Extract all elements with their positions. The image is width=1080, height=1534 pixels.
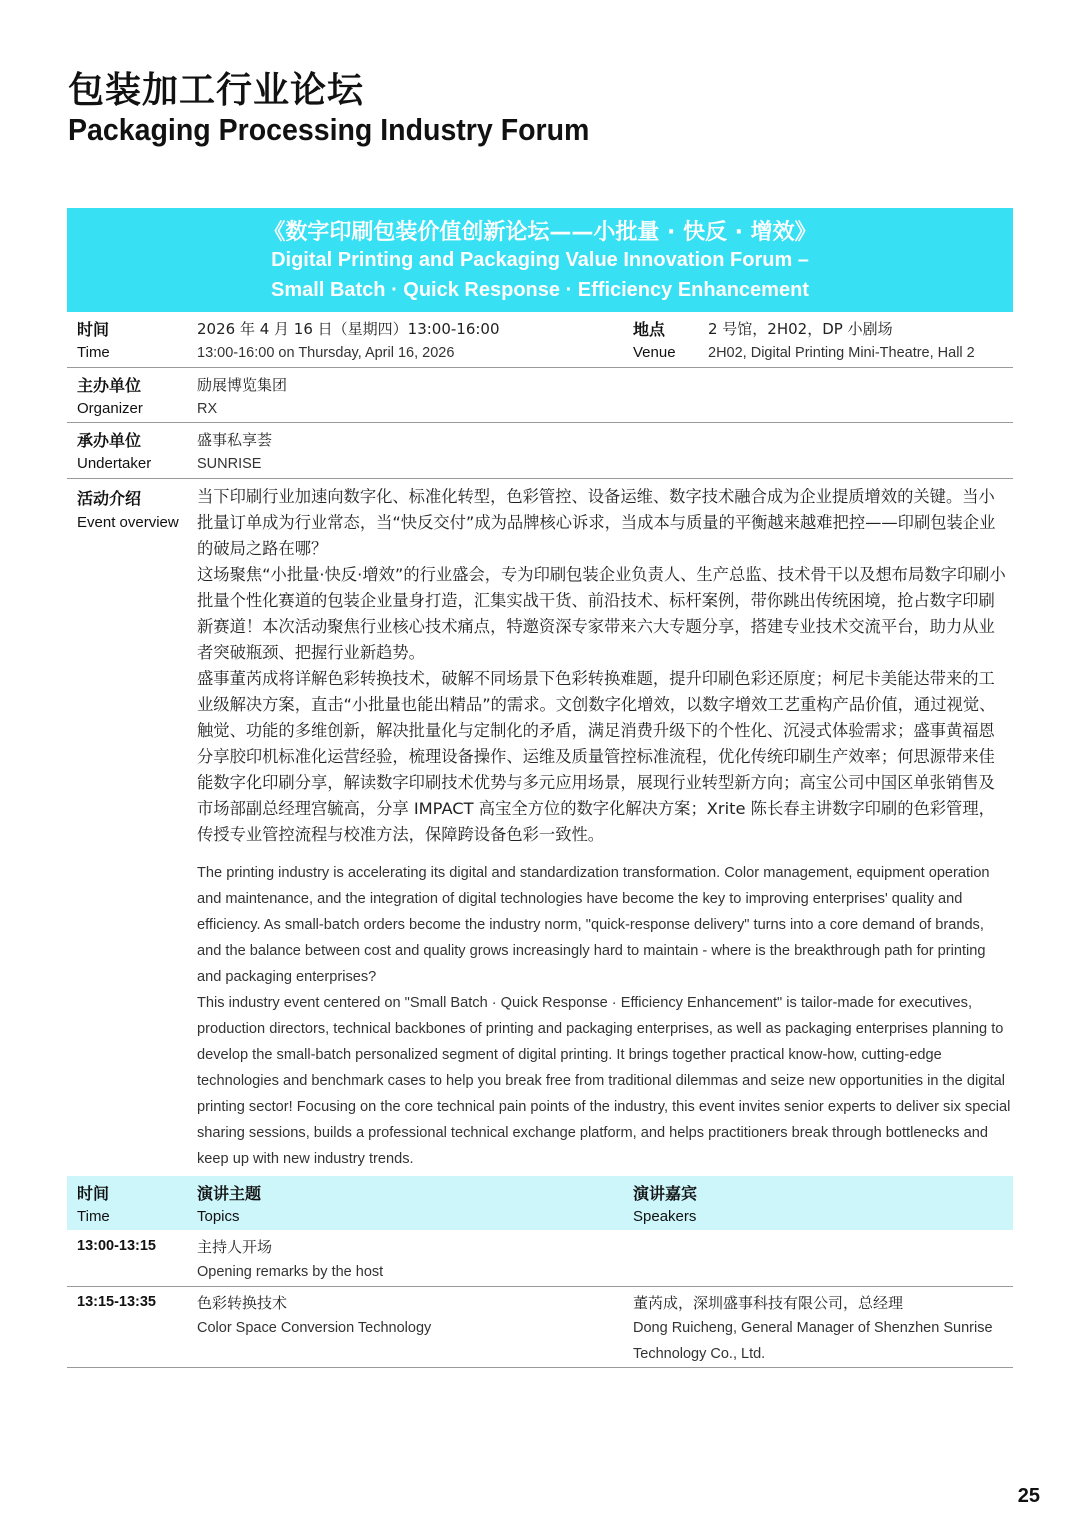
overview-label-cn: 活动介绍 <box>77 489 142 508</box>
schedule-speaker-cn: 董芮成，深圳盛事科技有限公司，总经理 <box>633 1294 904 1312</box>
overview-en-paragraph: The printing industry is accelerating its digital and standardization transformation. Color management, equipment operation and maintenance, and the integration of digital technologies have become the key to improving enterprises' quality and efficiency. As small-batch orders become the industry norm, "quick-response delivery" turns into a core demand of brands, and the balance between cost and quality grows increasingly hard to maintain - where is the breakthrough path for printing and packaging enterprises? <box>197 865 990 985</box>
schedule-topic-cn: 色彩转换技术 <box>197 1294 288 1312</box>
venue-label-cn: 地点 <box>633 320 666 339</box>
undertaker-label-cn: 承办单位 <box>77 431 142 450</box>
time-value-en: 13:00-16:00 on Thursday, April 16, 2026 <box>197 345 455 361</box>
venue-value-en: 2H02, Digital Printing Mini-Theatre, Hall 2 <box>708 345 975 361</box>
schedule-header-speaker-cn: 演讲嘉宾 <box>633 1184 698 1203</box>
overview-cn-paragraph: 这场聚焦“小批量·快反·增效”的行业盛会，专为印刷包装企业负责人、生产总监、技术骨干以及想布局数字印刷小批量个性化赛道的包装企业量身打造，汇集实战干货、前沿技术、标杆案例，带你跳出传统困境，抢占数字印刷新赛道！本次活动聚焦行业核心技术痛点，特邀资深专家带来六大专题分享，搭建专业技术交流平台，助力从业者突破瓶颈、把握行业新趋势。 <box>197 565 1006 662</box>
info-row-time-venue <box>67 312 1013 368</box>
undertaker-value-cn: 盛事私享荟 <box>197 431 273 449</box>
venue-label-en: Venue <box>633 344 676 361</box>
info-row-organizer <box>67 368 1013 423</box>
banner-title-cn: 《数字印刷包装价值创新论坛——小批量 · 快反 · 增效》 <box>263 220 817 245</box>
overview-text-cn <box>197 484 1007 848</box>
schedule-speaker-en-line2: Technology Co., Ltd. <box>633 1346 766 1362</box>
schedule-row <box>67 1231 1013 1287</box>
schedule-header-time-en: Time <box>77 1208 110 1225</box>
time-label-en: Time <box>77 344 110 361</box>
schedule-topic-cn: 主持人开场 <box>197 1238 273 1256</box>
organizer-value-en: RX <box>197 401 218 417</box>
banner-title-en-line1: Digital Printing and Packaging Value Innovation Forum – <box>271 249 809 271</box>
page-title-en: Packaging Processing Industry Forum <box>68 112 590 147</box>
overview-label-en: Event overview <box>77 514 179 531</box>
time-value-cn: 2026 年 4 月 16 日（星期四）13:00-16:00 <box>197 320 500 338</box>
organizer-value-cn: 励展博览集团 <box>197 376 288 394</box>
info-row-undertaker <box>67 423 1013 479</box>
overview-cn-paragraph: 当下印刷行业加速向数字化、标准化转型，色彩管控、设备运维、数字技术融合成为企业提质增效的关键。当小批量订单成为行业常态，当“快反交付”成为品牌核心诉求，当成本与质量的平衡越来越难把控——印刷包装企业的破局之路在哪？ <box>197 487 996 558</box>
schedule-row <box>67 1287 1013 1368</box>
schedule-topic-en: Opening remarks by the host <box>197 1264 384 1280</box>
schedule-time: 13:15-13:35 <box>77 1294 156 1310</box>
venue-value-cn: 2 号馆，2H02，DP 小剧场 <box>708 320 893 338</box>
time-label-cn: 时间 <box>77 320 110 339</box>
organizer-label-cn: 主办单位 <box>77 376 142 395</box>
page-title-cn: 包装加工行业论坛 <box>68 70 365 111</box>
undertaker-label-en: Undertaker <box>77 455 152 472</box>
page-number: 25 <box>1017 1485 1040 1507</box>
schedule-header-time-cn: 时间 <box>77 1184 110 1203</box>
overview-text-en <box>197 860 1012 1172</box>
overview-en-paragraph: This industry event centered on "Small Batch · Quick Response · Efficiency Enhancement" is tailor-made for executives, production directors, technical backbones of printing and packaging enterprises, as well as packaging enterprises planning to develop the small-batch personalized segment of digital printing. It brings together practical know-how, cutting-edge technologies and benchmark cases to help you break free from traditional dilemmas and seize new opportunities in the digital printing sector! Focusing on the core technical pain points of the industry, this event invites senior experts to deliver six special sharing sessions, builds a professional technical exchange platform, and helps practitioners break through bottlenecks and keep up with new industry trends. <box>197 995 1011 1167</box>
undertaker-value-en: SUNRISE <box>197 456 262 472</box>
schedule-topic-en: Color Space Conversion Technology <box>197 1320 432 1336</box>
banner-title-en-line2: Small Batch · Quick Response · Efficiency Enhancement <box>271 279 809 301</box>
organizer-label-en: Organizer <box>77 400 143 417</box>
forum-banner <box>67 208 1013 312</box>
schedule-header-topic-en: Topics <box>197 1208 240 1225</box>
overview-cn-paragraph: 盛事董芮成将详解色彩转换技术，破解不同场景下色彩转换难题，提升印刷色彩还原度；柯尼卡美能达带来的工业级解决方案，直击“小批量也能出精品”的需求。文创数字化增效，以数字增效工艺重构产品价值，通过视觉、触觉、功能的多维创新，解决批量化与定制化的矛盾，满足消费升级下的个性化、沉浸式体验需求；盛事黄福恩分享胶印机标准化运营经验，梳理设备操作、运维及质量管控标准流程，优化传统印刷生产效率；何思源带来佳能数字化印刷分享，解读数字印刷技术优势与多元应用场景，展现行业转型新方向；高宝公司中国区单张销售及市场部副总经理宫毓高，分享 IMPACT 高宝全方位的数字化解决方案；Xrite 陈长春主讲数字印刷的色彩管理，传授专业管控流程与校准方法，保障跨设备色彩一致性。 <box>197 669 996 844</box>
schedule-speaker-en-line1: Dong Ruicheng, General Manager of Shenzhen Sunrise <box>633 1320 993 1336</box>
schedule-header <box>67 1176 1013 1230</box>
schedule-time: 13:00-13:15 <box>77 1238 156 1254</box>
schedule-header-speaker-en: Speakers <box>633 1208 697 1225</box>
schedule-header-topic-cn: 演讲主题 <box>197 1184 262 1203</box>
